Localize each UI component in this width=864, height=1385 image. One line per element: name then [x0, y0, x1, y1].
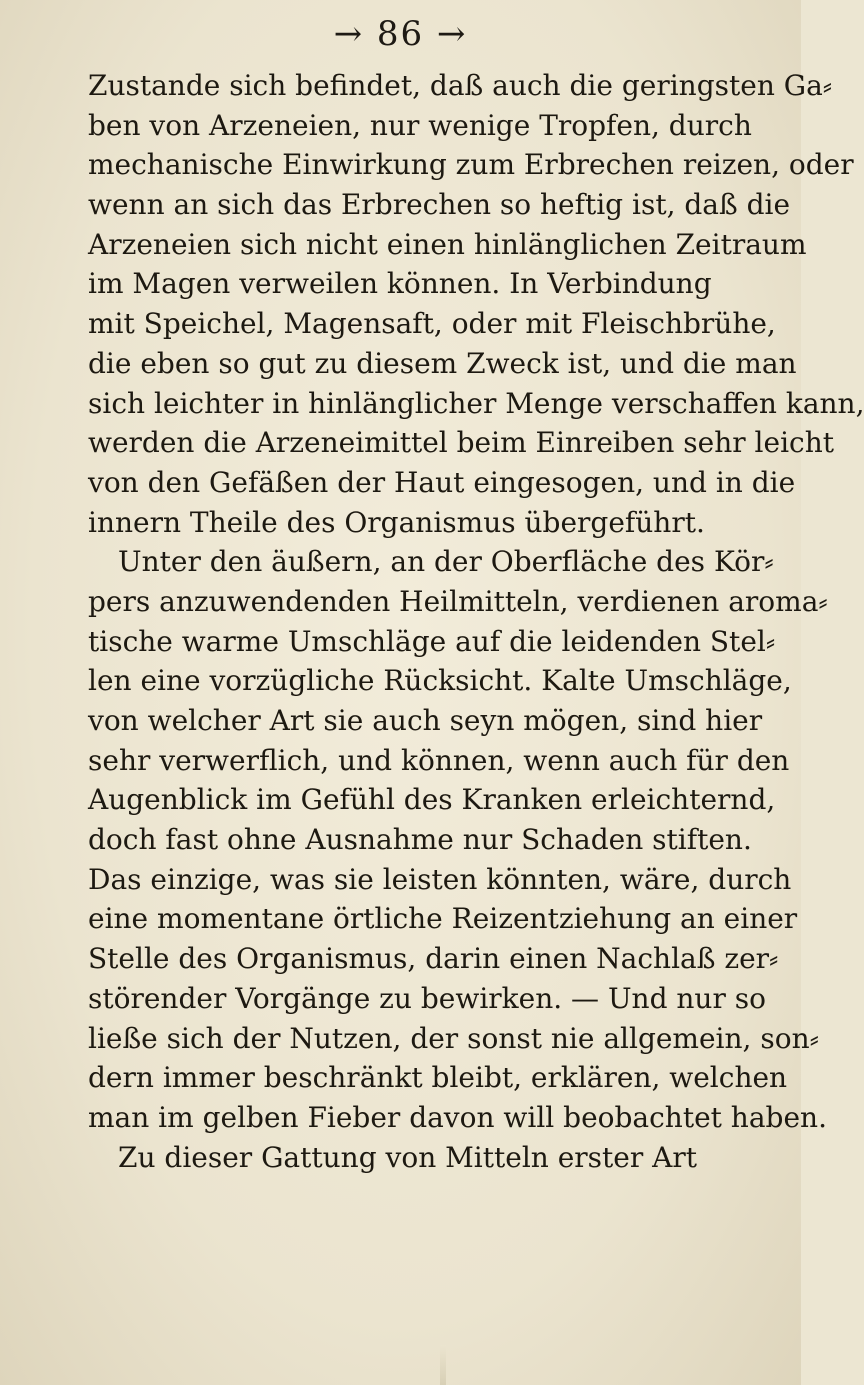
text-line: Augenblick im Gefühl des Kranken erleichternd, — [88, 783, 776, 817]
text-line: ben von Arzeneien, nur wenige Tropfen, durch — [88, 108, 752, 142]
text-line: mit Speichel, Magensaft, oder mit Fleischbrühe, — [88, 307, 776, 341]
text-line: wenn an sich das Erbrechen so heftig ist, daß die — [88, 188, 791, 222]
text-line: von den Gefäßen der Haut eingesogen, und in die — [88, 465, 796, 499]
text-line: werden die Arzeneimittel beim Einreiben sehr leicht — [88, 426, 834, 460]
text-line: störender Vorgänge zu bewirken. — Und nur so — [88, 981, 766, 1015]
text-line: len eine vorzügliche Rücksicht. Kalte Umschläge, — [88, 664, 792, 698]
text-line: die eben so gut zu diesem Zweck ist, und die man — [88, 346, 797, 380]
ink-bleed-mark — [440, 1345, 446, 1385]
text-line: eine momentane örtliche Reizentziehung an einer — [88, 902, 798, 936]
text-line: dern immer beschränkt bleibt, erklären, welchen — [88, 1061, 788, 1095]
text-line: im Magen verweilen können. In Verbindung — [88, 267, 712, 301]
text-line: Das einzige, was sie leisten könnten, wäre, durch — [88, 862, 792, 896]
text-line: ließe sich der Nutzen, der sonst nie allgemein, son⸗ — [88, 1021, 819, 1055]
text-line: Zu dieser Gattung von Mitteln erster Art — [118, 1140, 698, 1174]
text-line: Arzeneien sich nicht einen hinlänglichen Zeitraum — [88, 227, 807, 261]
text-line: pers anzuwendenden Heilmitteln, verdienen aroma⸗ — [88, 584, 828, 618]
text-line: sich leichter in hinlänglicher Menge verschaffen kann, — [88, 386, 864, 420]
paragraph-first-line: Unter den äußern, an der Oberfläche des Kör⸗ — [118, 545, 774, 579]
text-line: sehr verwerflich, und können, wenn auch für den — [88, 743, 790, 777]
text-line: mechanische Einwirkung zum Erbrechen reizen, oder — [88, 148, 854, 182]
page-number: → 86 → — [333, 14, 468, 54]
text-line: man im gelben Fieber davon will beobachtet haben. — [88, 1100, 827, 1134]
body-text — [88, 66, 864, 1177]
text-line: von welcher Art sie auch seyn mögen, sind hier — [88, 704, 763, 737]
text-line: innern Theile des Organismus übergeführt. — [88, 505, 705, 539]
text-line: Zustande sich befindet, daß auch die geringsten Ga⸗ — [88, 69, 833, 102]
text-line: doch fast ohne Ausnahme nur Schaden stiften. — [88, 823, 752, 857]
text-line: Stelle des Organismus, darin einen Nachlaß zer⸗ — [88, 942, 779, 976]
text-line: tische warme Umschläge auf die leidenden Stel⸗ — [88, 624, 776, 658]
